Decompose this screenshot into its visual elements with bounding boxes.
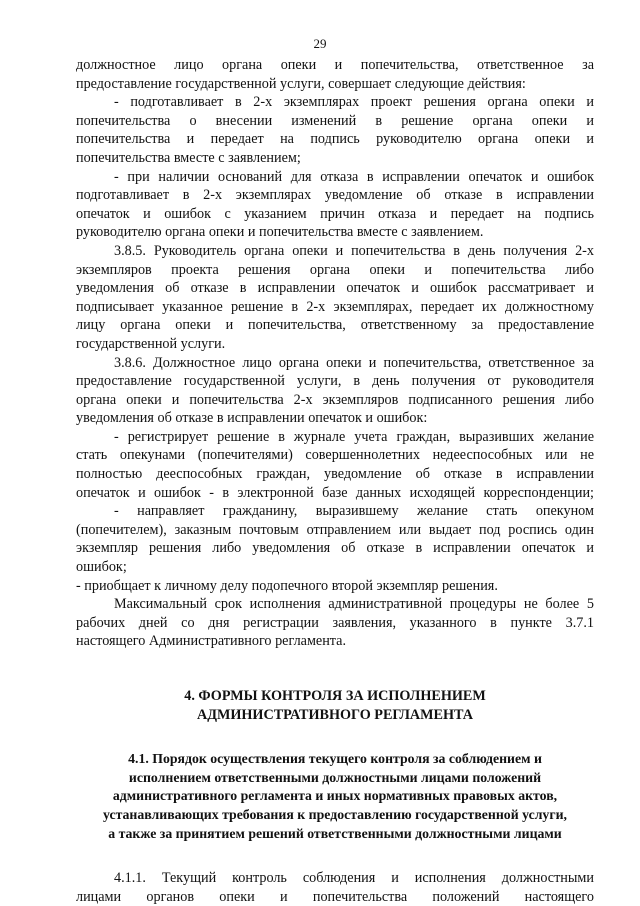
heading-line: устанавливающих требования к предоставлению государственной услуги, xyxy=(102,806,567,822)
text-line: подписывает указанное решение в 2-х экземплярах, передает их должностному xyxy=(76,298,594,315)
list-item-prepare-decision xyxy=(76,93,594,167)
text-line: - при наличии оснований для отказа в исправлении опечаток и ошибок xyxy=(114,168,594,185)
text-line: полностью дееспособных граждан, уведомление об отказе в исправлении xyxy=(76,466,594,483)
list-item-attach xyxy=(76,577,594,596)
heading-line: 4.1. Порядок осуществления текущего контроля за соблюдением и xyxy=(128,751,542,767)
text-line: опечаток и ошибок с указанием причин отказа и передает на подпись xyxy=(76,205,594,222)
text-line: предоставление государственной услуги, в день получения от руководителя xyxy=(76,373,594,390)
text-line: 3.8.5. Руководитель органа опеки и попечительства в день получения 2-х xyxy=(114,242,594,259)
text-line: лицами органов опеки и попечительства положений настоящего xyxy=(76,888,594,905)
text-line: (попечителем), заказным почтовым отправлением или выдает под роспись один xyxy=(76,521,594,538)
page-number: 29 xyxy=(313,36,327,51)
text-line: государственной услуги. xyxy=(76,335,226,352)
heading-line: АДМИНИСТРАТИВНОГО РЕГЛАМЕНТА xyxy=(196,706,474,723)
paragraph-max-term xyxy=(76,595,594,651)
paragraph-3-8-5 xyxy=(76,242,594,354)
text-line: ошибок; xyxy=(76,559,127,576)
text-line: уведомления об отказе в исправлении опечаток и ошибок рассматривает и xyxy=(76,280,594,297)
text-line: настоящего Административного регламента. xyxy=(76,633,347,650)
text-line: попечительства вместе с заявлением; xyxy=(76,149,301,166)
text-line: руководителю органа опеки и попечительства вместе с заявлением. xyxy=(76,224,484,241)
heading-line: 4. ФОРМЫ КОНТРОЛЯ ЗА ИСПОЛНЕНИЕМ xyxy=(184,688,486,704)
paragraph-4-1-1 xyxy=(76,869,594,906)
section-4-1-heading xyxy=(76,750,594,843)
text-line: - приобщает к личному делу подопечного второй экземпляр решения. xyxy=(76,577,498,594)
heading-line: а также за принятием решений ответственными должностными лицами xyxy=(108,825,562,841)
heading-line: исполнением ответственными должностными лицами положений xyxy=(128,769,542,785)
list-item-send xyxy=(76,502,594,576)
paragraph-intro xyxy=(76,56,594,93)
text-line: - направляет гражданину, выразившему желание стать опекуном xyxy=(114,503,594,520)
text-line: лицу органа опеки и попечительства, ответственному за предоставление xyxy=(76,317,594,334)
text-line: опечаток и ошибок - в электронной базе данных исходящей корреспонденции; xyxy=(76,484,594,501)
text-line: предоставление государственной услуги, совершает следующие действия: xyxy=(76,75,526,92)
text-line: экземпляр решения либо уведомления об отказе в исправлении опечаток и xyxy=(76,540,594,557)
text-line: попечительства и передает на подпись руководителю органа опеки и xyxy=(76,131,594,148)
paragraph-3-8-6 xyxy=(76,354,594,428)
text-line: попечительства о внесении изменений в решение органа опеки и xyxy=(76,112,594,129)
section-4-heading xyxy=(76,687,594,724)
text-line: - регистрирует решение в журнале учета граждан, выразивших желание xyxy=(114,428,594,445)
text-line: рабочих дней со дня регистрации заявления, указанного в пункте 3.7.1 xyxy=(76,614,594,631)
text-line: должностное лицо органа опеки и попечительства, ответственное за xyxy=(76,57,594,73)
text-line: Максимальный срок исполнения административной процедуры не более 5 xyxy=(114,596,594,613)
heading-line: административного регламента и иных нормативных правовых актов, xyxy=(112,788,558,804)
text-line: стать опекунами (попечителями) совершеннолетних недееспособных или не xyxy=(76,447,594,464)
page-body xyxy=(76,56,594,906)
list-item-register xyxy=(76,428,594,502)
text-line: - подготавливает в 2-х экземплярах проект решения органа опеки и xyxy=(114,94,594,111)
text-line: органа опеки и попечительства 2-х экземпляров подписанного решения либо xyxy=(76,391,594,408)
list-item-refusal-notice xyxy=(76,168,594,242)
text-line: подготавливает в 2-х экземплярах уведомление об отказе в исправлении xyxy=(76,187,594,204)
text-line: уведомления об отказе в исправлении опечаток и ошибок: xyxy=(76,410,428,427)
text-line: 4.1.1. Текущий контроль соблюдения и исполнения должностными xyxy=(114,870,594,887)
text-line: экземпляров проекта решения органа опеки и попечительства либо xyxy=(76,261,594,278)
text-line: 3.8.6. Должностное лицо органа опеки и попечительства, ответственное за xyxy=(114,354,594,371)
